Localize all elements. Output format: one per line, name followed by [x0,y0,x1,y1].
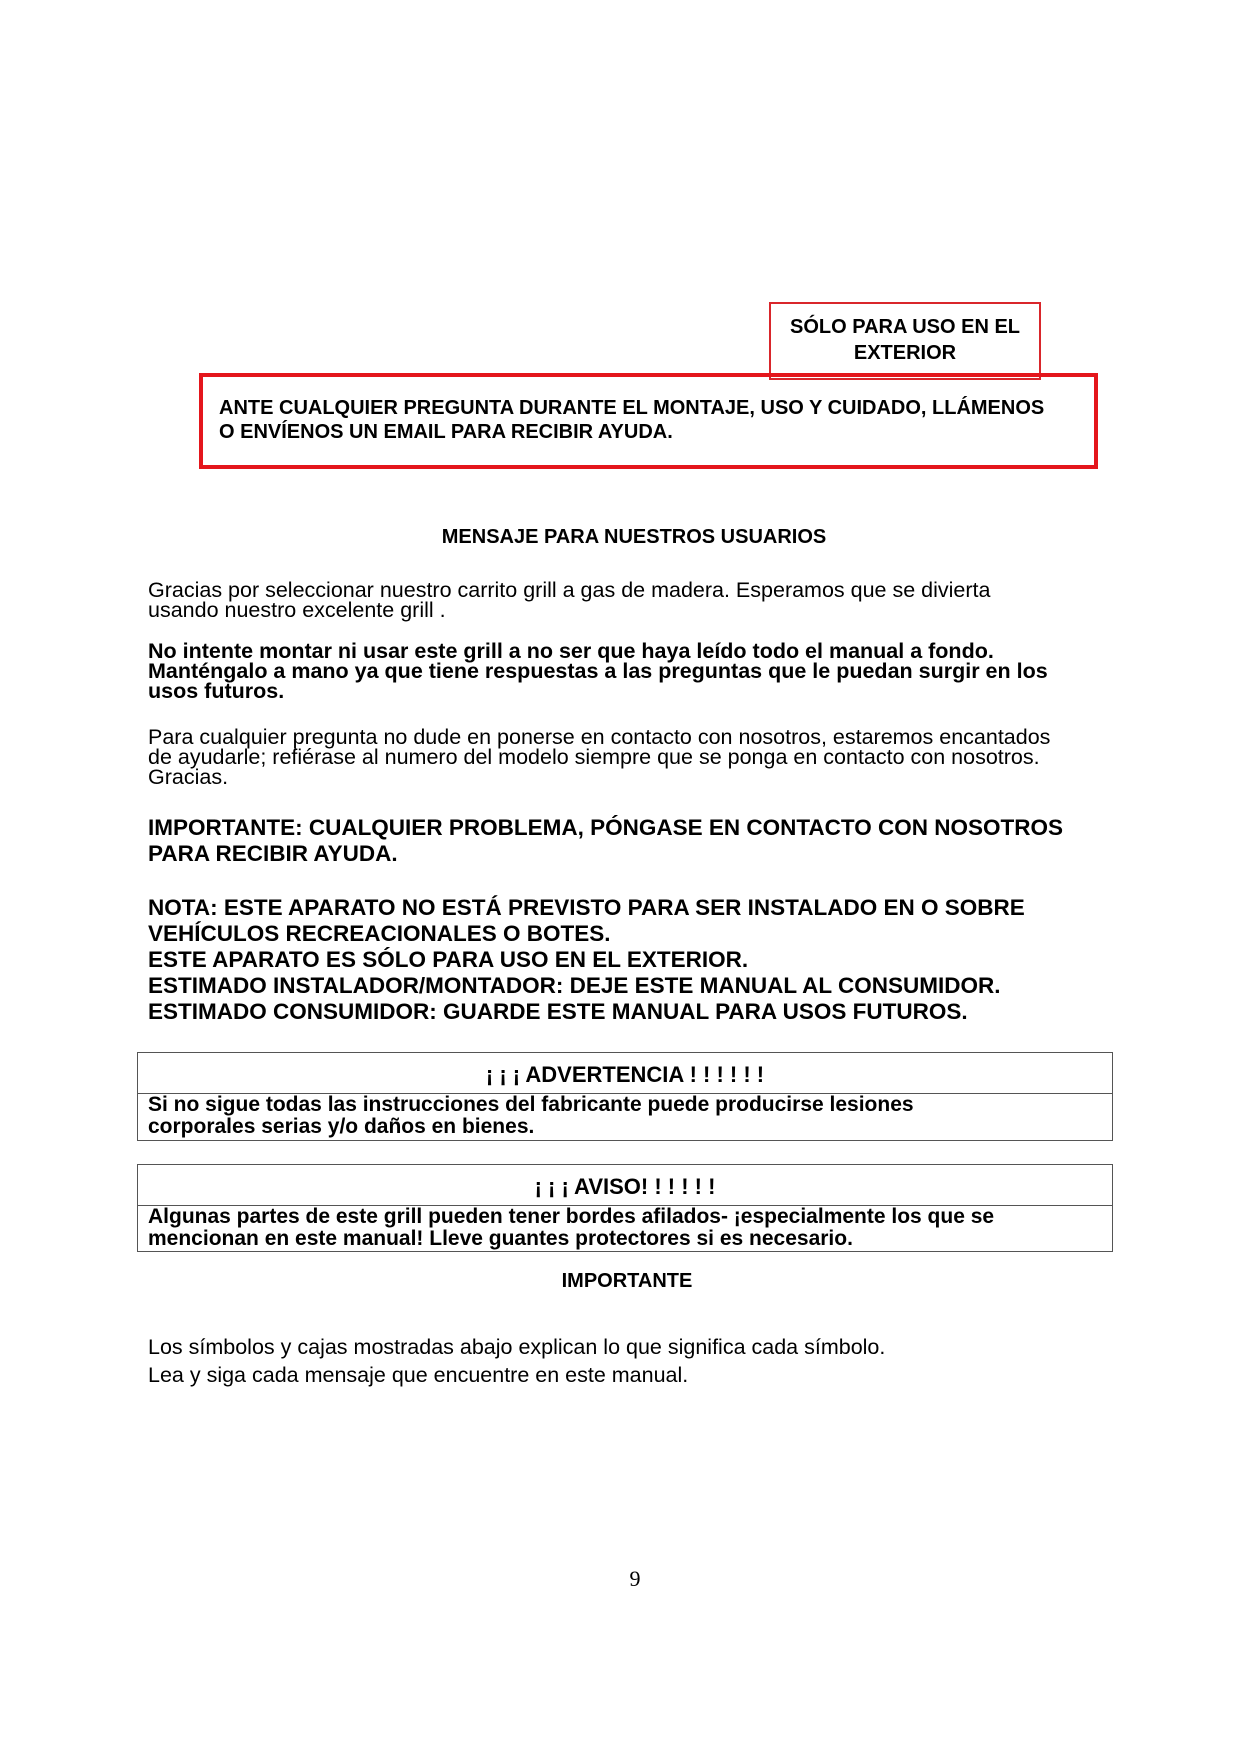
note-block [148,895,1148,1025]
page-number: 9 [629,1566,641,1591]
symbols-line: Los símbolos y cajas mostradas abajo explican lo que significa cada símbolo. [148,1335,886,1359]
warning-line: Si no sigue todas las instrucciones del fabricante puede producirse lesiones [148,1093,914,1116]
symbols-line: Lea y siga cada mensaje que encuentre en este manual. [148,1363,689,1387]
outdoor-notice-line: EXTERIOR [853,342,957,364]
read-manual-paragraph [148,641,1128,701]
outdoor-use-notice [769,302,1041,380]
warning-line: corporales serias y/o daños en bienes. [148,1115,535,1138]
intro-line: Gracias por seleccionar nuestro carrito grill a gas de madera. Esperamos que se divierta [148,578,991,602]
read-manual-line: No intente montar ni usar este grill a no ser que haya leído todo el manual a fondo. [148,639,994,663]
note-line: NOTA: ESTE APARATO NO ESTÁ PREVISTO PARA SER INSTALADO EN O SOBRE [148,895,1025,920]
symbols-paragraph [148,1333,1128,1389]
intro-paragraph [148,580,1128,620]
caution-line: mencionan en este manual! Lleve guantes protectores si es necesario. [148,1227,853,1250]
note-line: VEHÍCULOS RECREACIONALES O BOTES. [148,921,611,946]
note-line: ESTIMADO CONSUMIDOR: GUARDE ESTE MANUAL PARA USOS FUTUROS. [148,999,968,1024]
warning-title: ¡ ¡ ¡ ADVERTENCIA ! ! ! ! ! ! [138,1053,1112,1094]
caution-title: ¡ ¡ ¡ AVISO! ! ! ! ! ! [138,1165,1112,1206]
important-heading: IMPORTANTE [561,1270,693,1292]
read-manual-line: Manténgalo a mano ya que tiene respuestas a las preguntas que le puedan surgir en los [148,659,1048,683]
caution-text [138,1206,1112,1250]
important-contact-notice [148,815,1148,867]
important-notice-line: PARA RECIBIR AYUDA. [148,841,398,866]
warning-text [138,1094,1112,1138]
outdoor-notice-line: SÓLO PARA USO EN EL [789,316,1021,338]
caution-box [137,1164,1113,1252]
caution-line: Algunas partes de este grill pueden tener bordes afilados- ¡especialmente los que se [148,1205,995,1228]
note-line: ESTE APARATO ES SÓLO PARA USO EN EL EXTERIOR. [148,947,749,972]
contact-line: Para cualquier pregunta no dude en ponerse en contacto con nosotros, estaremos encantados [148,725,1051,749]
note-line: ESTIMADO INSTALADOR/MONTADOR: DEJE ESTE MANUAL AL CONSUMIDOR. [148,973,1001,998]
help-notice-line: ANTE CUALQUIER PREGUNTA DURANTE EL MONTAJE, USO Y CUIDADO, LLÁMENOS [219,397,1045,419]
read-manual-line: usos futuros. [148,679,285,703]
warning-box [137,1052,1113,1141]
contact-line: de ayudarle; refiérase al numero del modelo siempre que se ponga en contacto con nosotros. [148,745,1040,769]
message-heading: MENSAJE PARA NUESTROS USUARIOS [441,526,827,548]
help-notice-box [199,373,1098,469]
contact-paragraph [148,727,1128,787]
help-notice-line: O ENVÍENOS UN EMAIL PARA RECIBIR AYUDA. [219,421,673,443]
intro-line: usando nuestro excelente grill . [148,598,446,622]
important-notice-line: IMPORTANTE: CUALQUIER PROBLEMA, PÓNGASE EN CONTACTO CON NOSOTROS [148,815,1064,840]
contact-line: Gracias. [148,765,229,789]
